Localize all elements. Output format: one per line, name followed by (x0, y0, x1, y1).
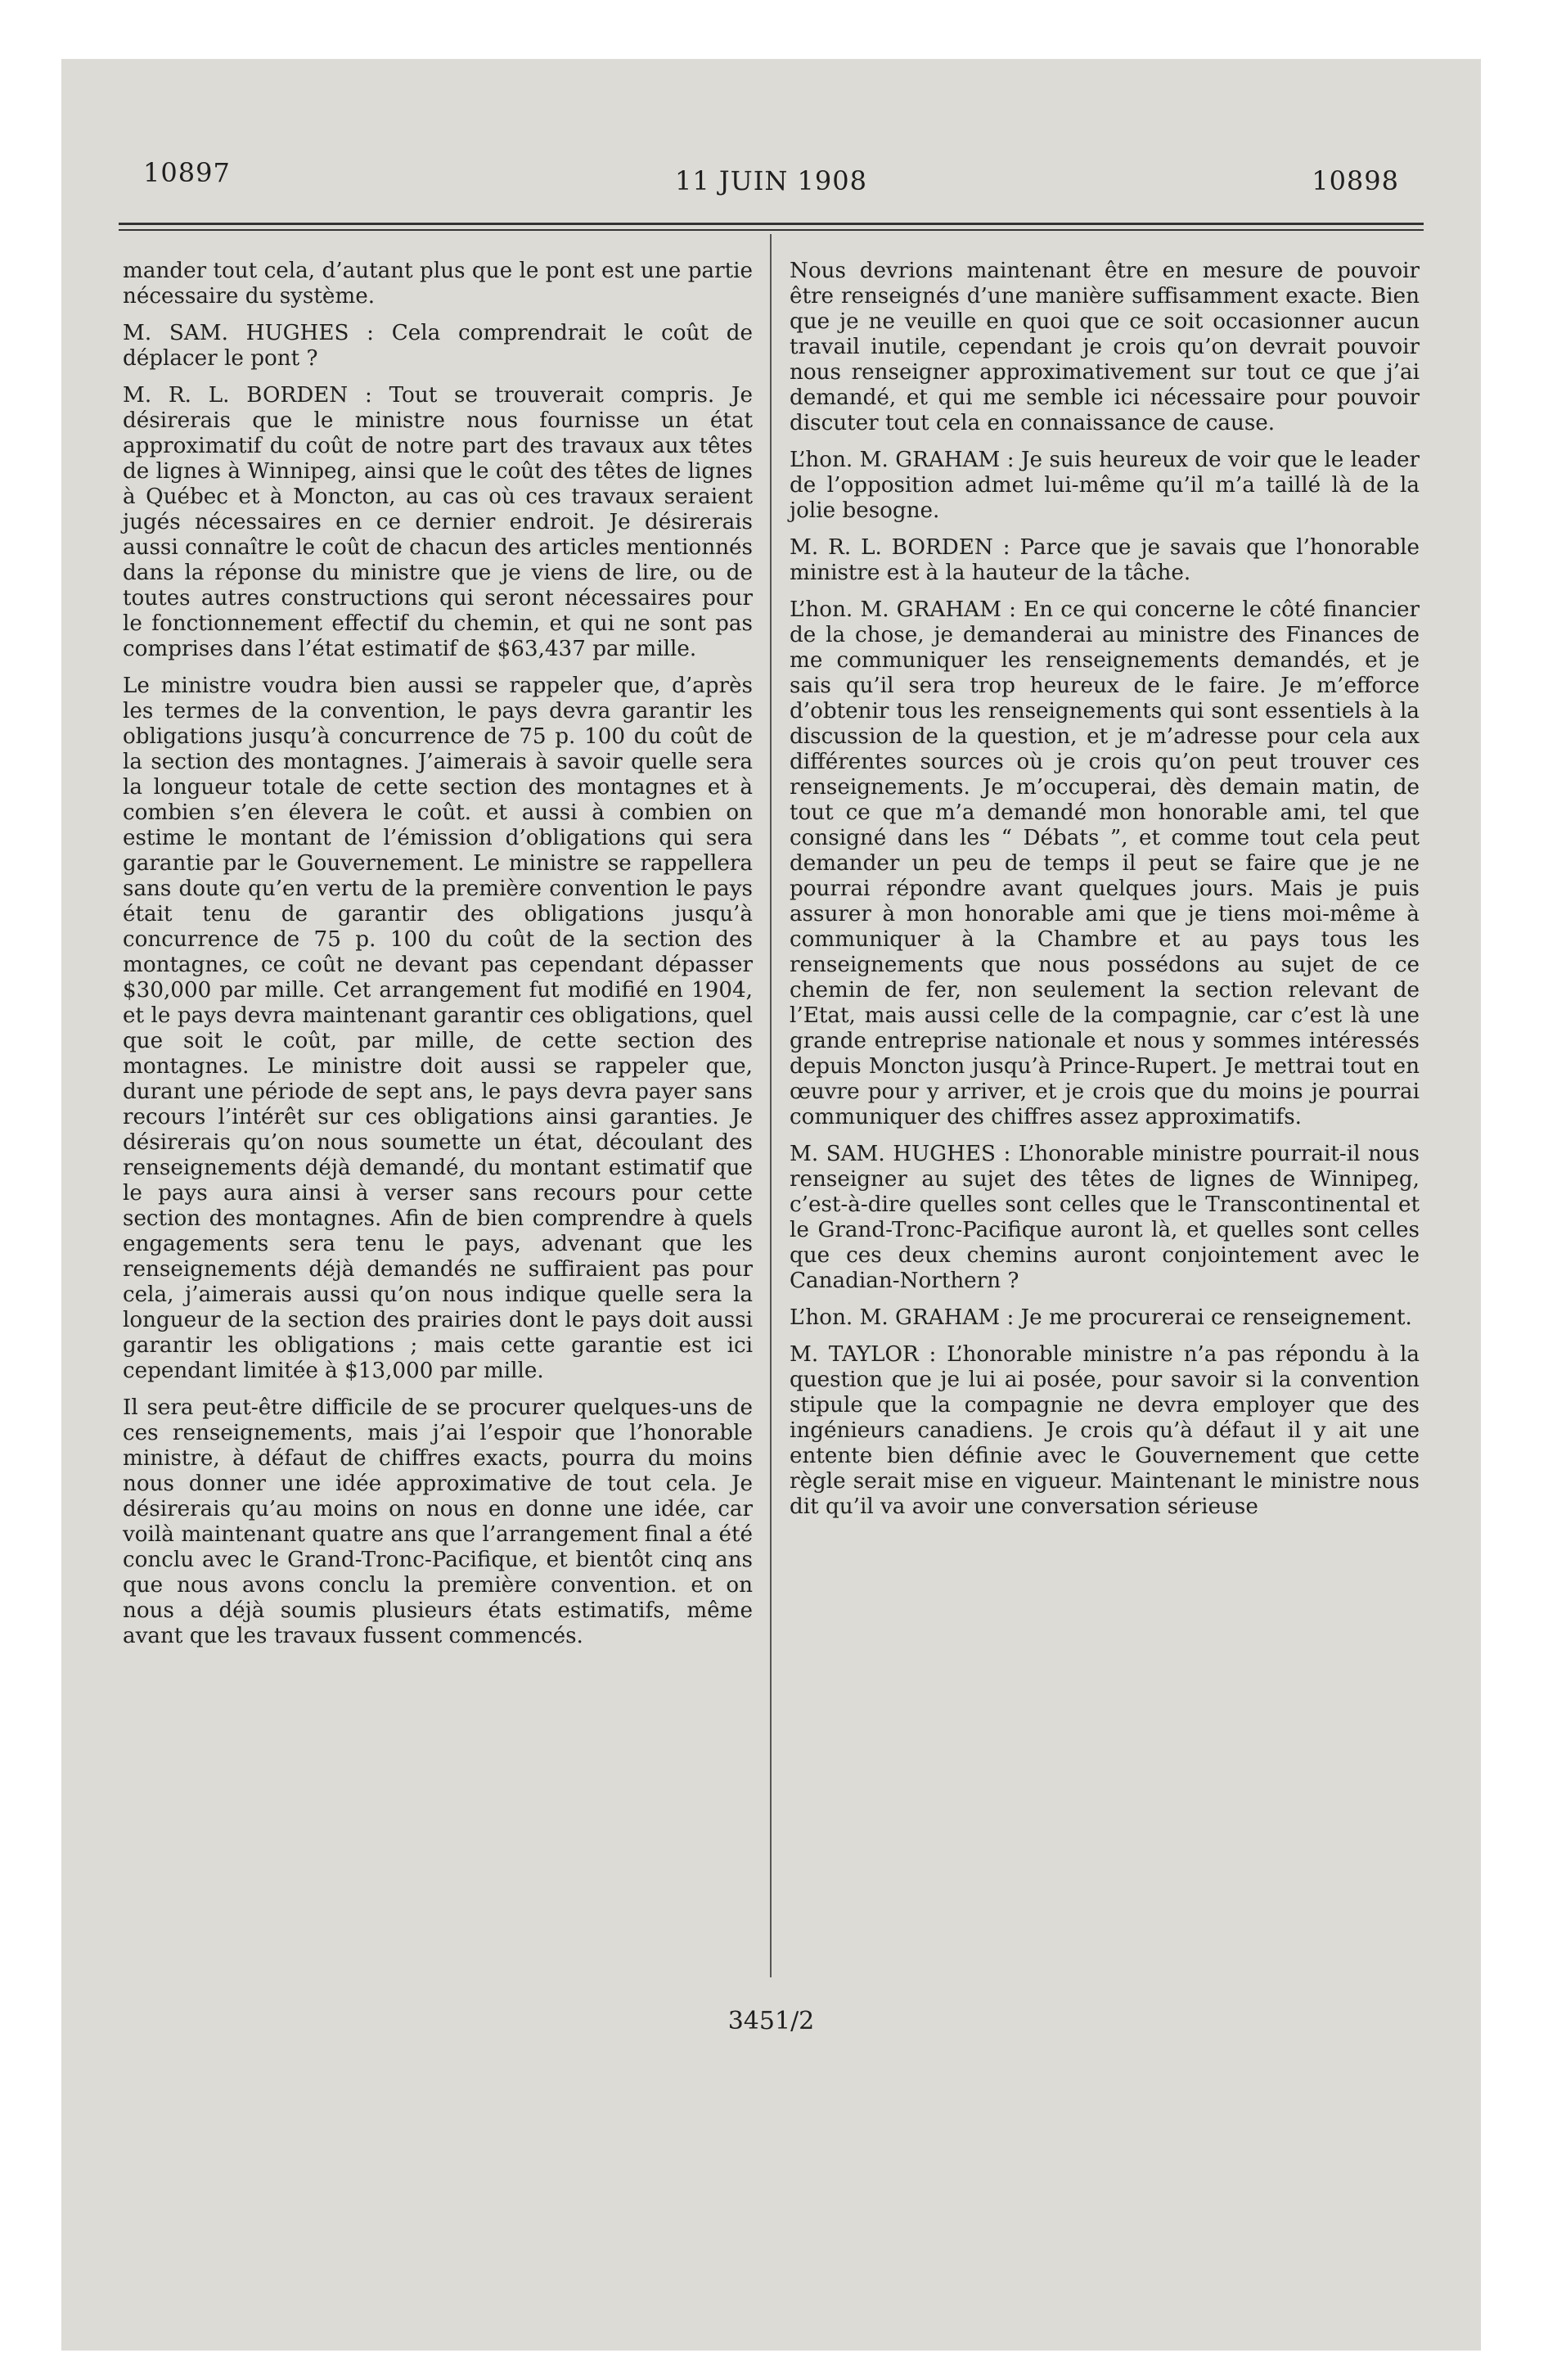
page-header (127, 157, 1415, 198)
signature-mark: 3451/2 (727, 2007, 815, 2035)
paragraph: Il sera peut-être difficile de se procurer quelques-uns de ces renseignements, mais j’ai l’espoir que l’honorable ministre, à défaut de chiffres exacts, pourra du moins nous donner une idée approximative de tout cela. Je désirerais qu’au moins on nous en donne une idée, car voilà maintenant quatre ans que l’arrangement final a été conclu avec le Grand-Tronc-Pacifique, et bientôt cinq ans que nous avons conclu la première convention. et on nous a déjà soumis plusieurs états estimatifs, même avant que les travaux fussent commencés. (123, 1395, 753, 1648)
scanned-page (61, 59, 1481, 2351)
header-rule-secondary (119, 229, 1424, 231)
paragraph: mander tout cela, d’autant plus que le pont est une partie nécessaire du système. (123, 259, 753, 309)
paragraph: M. R. L. BORDEN : Tout se trouverait compris. Je désirerais que le ministre nous fournisse un état approximatif du coût de notre part des travaux aux têtes de lignes à Winnipeg, ainsi que le coût des têtes de lignes à Québec et à Moncton, au cas où ces travaux seraient jugés nécessaires en ce dernier endroit. Je désirerais aussi connaître le coût de chacun des articles mentionnés dans la réponse du ministre que je viens de lire, ou de toutes autres constructions qui seront nécessaires pour le fonctionnement effectif du chemin, et qui ne sont pas comprises dans l’état estimatif de $63,437 par mille. (123, 383, 753, 661)
paragraph: L’hon. M. GRAHAM : Je suis heureux de voir que le leader de l’opposition admet lui-même qu’il m’a taillé là de la jolie besogne. (790, 448, 1420, 523)
left-column (123, 259, 753, 1661)
paragraph: L’hon. M. GRAHAM : En ce qui concerne le côté financier de la chose, je demanderai au ministre des Finances de me communiquer les renseignements demandés, et je sais qu’il sera trop heureux de le faire. Je m’efforce d’obtenir tous les renseignements qui sont essentiels à la discussion de la question, et je m’adresse pour cela aux différentes sources où je crois qu’on peut trouver ces renseignements. Je m’occuperai, dès demain matin, de tout ce que m’a demandé mon honorable ami, tel que consigné dans les “ Débats ”, et comme tout cela peut demander un peu de temps il peut se faire que je ne pourrai répondre avant quelques jours. Mais je puis assurer à mon honorable ami que je tiens moi-même à communiquer à la Chambre et au pays tous les renseignements que nous possédons au sujet de ce chemin de fer, non seulement la section relevant de l’Etat, mais aussi celle de la compagnie, car c’est là une grande entreprise nationale et nous y sommes intéressés depuis Moncton jusqu’à Prince-Rupert. Je mettrai tout en œuvre pour y arriver, et je crois que du moins je pourrai communiquer des chiffres assez approximatifs. (790, 597, 1420, 1129)
page-number-left: 10897 (143, 157, 231, 188)
right-column (790, 259, 1420, 1531)
paragraph: Nous devrions maintenant être en mesure de pouvoir être renseignés d’une manière suffisamment exacte. Bien que je ne veuille en quoi que ce soit occasionner aucun travail inutile, cependant je crois qu’on devrait pouvoir nous renseigner approximativement sur tout ce que j’ai demandé, et qui me semble ici nécessaire pour pouvoir discuter tout cela en connaissance de cause. (790, 259, 1420, 435)
paragraph: Le ministre voudra bien aussi se rappeler que, d’après les termes de la convention, le pays devra garantir les obligations jusqu’à concurrence de 75 p. 100 du coût de la section des montagnes. J’aimerais à savoir quelle sera la longueur totale de cette section des montagnes et à combien s’en élevera le coût. et aussi à combien on estime le montant de l’émission d’obligations qui sera garantie par le Gouvernement. Le ministre se rappellera sans doute qu’en vertu de la première convention le pays était tenu de garantir des obligations jusqu’à concurrence de 75 p. 100 du coût de la section des montagnes, ce coût ne devant pas cependant dépasser $30,000 par mille. Cet arrangement fut modifié en 1904, et le pays devra maintenant garantir ces obligations, quel que soit le coût, par mille, de cette section des montagnes. Le ministre doit aussi se rappeler que, durant une période de sept ans, le pays devra payer sans recours l’intérêt sur ces obligations ainsi garanties. Je désirerais qu’on nous soumette un état, découlant des renseignements déjà demandé, du montant estimatif que le pays aura ainsi à verser sans recours pour cette section des montagnes. Afin de bien comprendre à quels engagements sera tenu le pays, advenant que les renseignements déjà demandés ne suffiraient pas pour cela, j’aimerais aussi qu’on nous indique quelle sera la longueur de la section des prairies dont le pays doit aussi garantir les obligations ; mais cette garantie est ici cependant limitée à $13,000 par mille. (123, 674, 753, 1383)
paragraph: M. SAM. HUGHES : Cela comprendrait le coût de déplacer le pont ? (123, 321, 753, 371)
paragraph: M. TAYLOR : L’honorable ministre n’a pas répondu à la question que je lui ai posée, pour savoir si la convention stipule que la compagnie ne devra employer que des ingénieurs canadiens. Je crois qu’à défaut il y ait une entente bien définie avec le Gouvernement que cette règle serait mise en vigueur. Maintenant le ministre nous dit qu’il va avoir une conversation sérieuse (790, 1342, 1420, 1519)
paragraph: M. R. L. BORDEN : Parce que je savais que l’honorable ministre est à la hauteur de la tâche. (790, 535, 1420, 585)
page-date: 11 JUIN 1908 (675, 165, 867, 196)
header-rule (119, 223, 1424, 225)
page-number-right: 10898 (1312, 165, 1399, 196)
paragraph: M. SAM. HUGHES : L’honorable ministre pourrait-il nous renseigner au sujet des têtes de lignes de Winnipeg, c’est-à-dire quelles sont celles que le Transcontinental et le Grand-Tronc-Pacifique auront là, et quelles sont celles que ces deux chemins auront conjointement avec le Canadian-Northern ? (790, 1142, 1420, 1293)
paragraph: L’hon. M. GRAHAM : Je me procurerai ce renseignement. (790, 1305, 1412, 1330)
column-divider (770, 234, 772, 1977)
